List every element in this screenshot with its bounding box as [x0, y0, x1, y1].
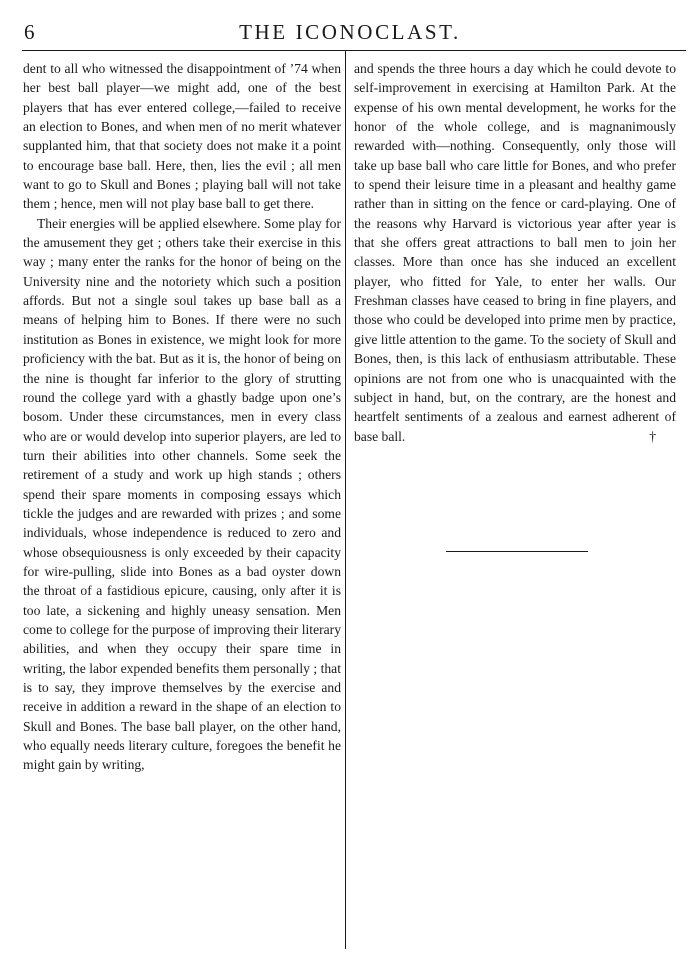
left-paragraph-2: Their energies will be applied elsewhere. Some play for the amusement they get ; others take their exercise in this way ; many enter the ranks for the honor of being on the University nine and the notoriety which such a position affords. But not a single soul takes up base ball as a means of helping him to Bones. If there were no such institution as Bones in existence, we might look for more proficiency with the bat. But as it is, the honor of being on the nine is thought far inferior to the glory of strutting round the college yard with a ghastly badge upon one’s bosom. Under these circumstances, men in every class who are or would develop into superior players, are led to turn their abilities into other channels. Some seek the retirement of a study and work up high stands ; others spend their spare moments in composing essays which tickle the judges and are rewarded with prizes ; and some individuals, whose independence is reduced to zero and whose obsequiousness is only exceeded by their capacity for wire-pulling, slide into Bones as a bad oyster down the throat of a fastidious epicure, causing, only after it is too late, a sickening and highly uneasy sensation. Men come to college for the purpose of improving their literary abilities, and when they occupy their spare time in writing, the labor expended benefits them personally ; that is to say, they improve themselves by the exercise and receive in addition a reward in the shape of an election to Skull and Bones. The base ball player, on the other hand, who equally needs literary culture, foregoes the benefit he might gain by writing, — [23, 215, 341, 773]
left-paragraph-1: dent to all who witnessed the disappointment of ’74 when her best ball player—we might add, one of the best players that has ever entered college,—failed to receive an election to Bones, and when men of no merit whatever supplanted him, that that society does not make it a point to encourage base ball. Here, then, lies the evil ; all men want to go to Skull and Bones ; playing ball will not take them ; hence, men will not play base ball to get there. — [23, 61, 341, 212]
article-end-rule — [446, 551, 588, 552]
dagger-mark: † — [649, 428, 656, 444]
left-column — [23, 59, 341, 775]
header-rule — [22, 50, 686, 51]
page-header — [22, 14, 678, 48]
column-divider — [345, 51, 346, 949]
right-paragraph-1 — [354, 59, 676, 446]
right-paragraph-text: and spends the three hours a day which he could devote to self-improvement in exercising at Hamilton Park. At the expense of his own mental development, he works for the honor of the whole college, and is magnanimously rewarded with—nothing. Consequently, only those will take up base ball who care little for Bones, and who prefer to spend their leisure time in a pleasant and healthy game rather than in sitting on the fence or card-playing. One of the reasons why Harvard is victorious year after year is that she offers great attractions to ball men to join her classes. More than once has she induced an excellent player, who fitted for Yale, to enter her walls. Our Freshman classes have ceased to bring in fine players, and those who could be developed into prime men by practice, give little attention to the game. To the society of Skull and Bones, then, is this lack of enthusiasm attributable. These opinions are not from one who is unacquainted with the subject in hand, but, on the contrary, are the honest and heartfelt sentiments of a zealous and earnest adherent of base ball. — [354, 61, 676, 444]
right-column — [354, 59, 676, 446]
page-number: 6 — [24, 20, 35, 44]
running-title: THE ICONOCLAST. — [239, 20, 461, 44]
